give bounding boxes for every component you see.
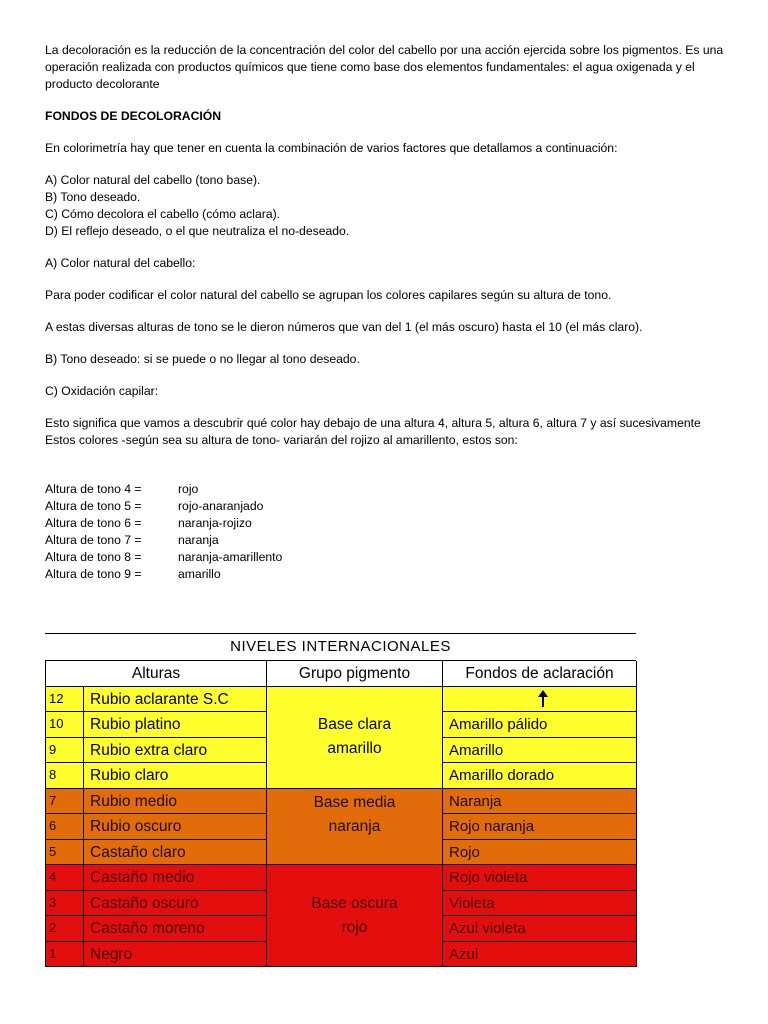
height-label: Altura de tono 6 = <box>45 516 142 530</box>
height-label: Altura de tono 9 = <box>45 567 142 581</box>
level-number: 9 <box>46 738 84 764</box>
fondo-cell: Rojo naranja <box>443 814 637 840</box>
level-name: Rubio extra claro <box>84 738 267 764</box>
level-name: Rubio claro <box>84 763 267 789</box>
fondo-cell: Violeta <box>443 891 637 917</box>
fondo-cell: Amarillo <box>443 738 637 764</box>
fondo-cell: Azul violeta <box>443 916 637 942</box>
section-heading: FONDOS DE DECOLORACIÓN <box>45 109 222 123</box>
level-number: 6 <box>46 814 84 840</box>
level-number: 3 <box>46 891 84 917</box>
up-arrow-icon <box>537 690 549 708</box>
height-label: Altura de tono 4 = <box>45 482 142 496</box>
level-name: Rubio oscuro <box>84 814 267 840</box>
section-b-title: B) Tono deseado: si se puede o no llegar al tono deseado. <box>45 352 360 366</box>
level-number: 1 <box>46 942 84 968</box>
group-base-oscura <box>267 865 443 967</box>
fondo-cell: Rojo <box>443 840 637 866</box>
level-name: Castaño medio <box>84 865 267 891</box>
levels-table <box>45 633 636 967</box>
heights-list <box>45 481 735 583</box>
header-grupo: Grupo pigmento <box>267 661 443 687</box>
factor-item: D) El reflejo deseado, o el que neutraliza el no-deseado. <box>45 224 350 238</box>
level-number: 12 <box>46 687 84 713</box>
level-name: Rubio medio <box>84 789 267 815</box>
colores-paragraph: Estos colores -según sea su altura de tono- variarán del rojizo al amarillento, estos son: <box>45 433 518 447</box>
header-fondos: Fondos de aclaración <box>443 661 637 687</box>
level-number: 10 <box>46 712 84 738</box>
intro-paragraph: La decoloración es la reducción de la concentración del color del cabello por una acción ejercida sobre los pigmentos. Es una operación realizada con productos químicos que tiene como base dos elementos fundamentales: el agua oxigenada y el producto decolorante <box>45 43 724 91</box>
level-name: Castaño moreno <box>84 916 267 942</box>
fondo-cell <box>443 687 637 713</box>
section-a-title: A) Color natural del cabello: <box>45 256 196 270</box>
group-label: Base clara <box>317 716 392 733</box>
numeros-paragraph: A estas diversas alturas de tono se le dieron números que van del 1 (el más oscuro) hasta el 10 (el más claro). <box>45 320 643 334</box>
group-base-media <box>267 789 443 866</box>
level-name: Rubio aclarante S.C <box>84 687 267 713</box>
level-number: 4 <box>46 865 84 891</box>
section-c-title: C) Oxidación capilar: <box>45 384 159 398</box>
factor-item: A) Color natural del cabello (tono base). <box>45 173 261 187</box>
level-number: 2 <box>46 916 84 942</box>
factor-item: C) Cómo decolora el cabello (cómo aclara). <box>45 207 281 221</box>
height-row <box>45 532 735 549</box>
height-value: naranja <box>178 533 219 547</box>
descubrir-paragraph: Esto significa que vamos a descubrir qué color hay debajo de una altura 4, altura 5, altura 6, altura 7 y así sucesivamente <box>45 416 701 430</box>
table-grid <box>45 661 636 967</box>
height-value: naranja-rojizo <box>178 516 252 530</box>
height-label: Altura de tono 7 = <box>45 533 142 547</box>
fondo-cell: Azul <box>443 942 637 968</box>
level-number: 7 <box>46 789 84 815</box>
header-alturas: Alturas <box>46 661 267 687</box>
height-value: amarillo <box>178 567 221 581</box>
document-body <box>45 42 735 583</box>
height-row <box>45 549 735 566</box>
level-name: Castaño oscuro <box>84 891 267 917</box>
level-number: 8 <box>46 763 84 789</box>
group-label: Base oscura <box>311 894 398 912</box>
height-row <box>45 481 735 498</box>
group-label: Base media <box>313 793 396 811</box>
factor-item: B) Tono deseado. <box>45 190 141 204</box>
height-label: Altura de tono 8 = <box>45 550 142 564</box>
level-number: 5 <box>46 840 84 866</box>
group-base-clara <box>267 687 443 789</box>
colorimetria-paragraph: En colorimetría hay que tener en cuenta la combinación de varios factores que detallamos a continuación: <box>45 141 618 155</box>
table-title: NIVELES INTERNACIONALES <box>45 633 636 661</box>
fondo-cell: Amarillo dorado <box>443 763 637 789</box>
group-label: rojo <box>341 918 368 936</box>
level-name: Negro <box>84 942 267 968</box>
height-row <box>45 515 735 532</box>
height-row <box>45 566 735 583</box>
fondo-cell: Rojo violeta <box>443 865 637 891</box>
fondo-cell: Naranja <box>443 789 637 815</box>
codificar-paragraph: Para poder codificar el color natural del cabello se agrupan los colores capilares según su altura de tono. <box>45 288 612 302</box>
height-row <box>45 498 735 515</box>
level-name: Rubio platino <box>84 712 267 738</box>
group-label: amarillo <box>327 740 382 757</box>
height-value: rojo-anaranjado <box>178 499 264 513</box>
level-name: Castaño claro <box>84 840 267 866</box>
fondo-cell: Amarillo pálido <box>443 712 637 738</box>
height-value: naranja-amarillento <box>178 550 283 564</box>
group-label: naranja <box>328 817 381 835</box>
height-label: Altura de tono 5 = <box>45 499 142 513</box>
height-value: rojo <box>178 482 199 496</box>
